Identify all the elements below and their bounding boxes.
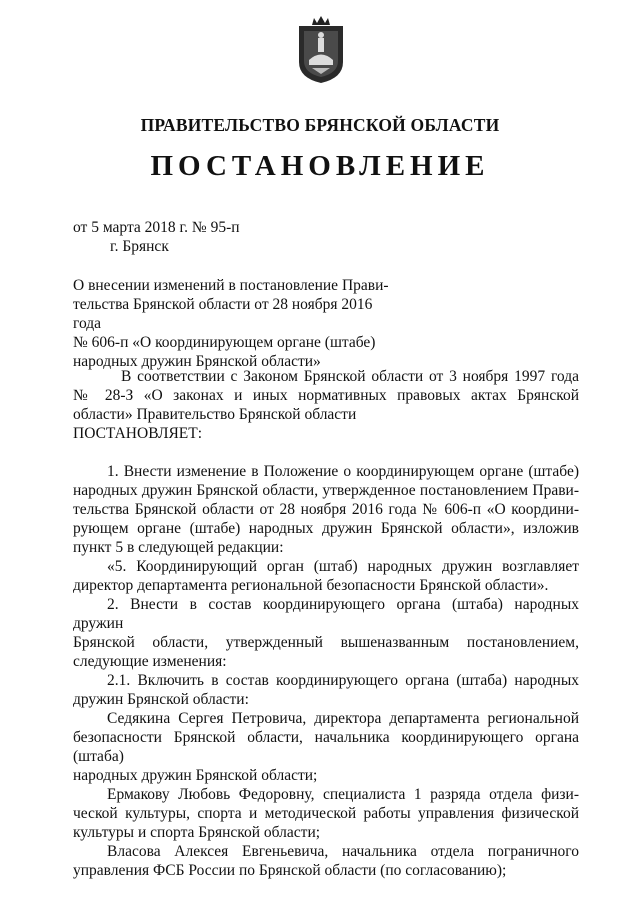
city-line: г. Брянск (110, 238, 169, 255)
coat-of-arms-emblem (296, 16, 346, 84)
organization-title: ПРАВИТЕЛЬСТВО БРЯНСКОЙ ОБЛАСТИ (140, 115, 500, 135)
body-line: дружин Брянской области: (73, 691, 249, 708)
body-line: следующие изменения: (73, 653, 227, 670)
document-body (73, 367, 579, 880)
body-line: Брянской области, утвержденный вышеназванным постановлением, (73, 634, 579, 651)
body-line: 1. Внести изменение в Положение о координирующем органе (штабе) (107, 463, 579, 480)
body-line: «5. Координирующий орган (штаб) народных дружин возглавляет (107, 558, 579, 575)
body-line: тельства Брянской области от 28 ноября 2016 года № 606-п «О координи- (73, 501, 579, 518)
resolves-keyword: ПОСТАНОВЛЯЕТ: (73, 425, 203, 442)
preamble-line: области» Правительство Брянской области (73, 406, 357, 423)
body-line: народных дружин Брянской области, утвержденное постановлением Прави- (73, 482, 579, 499)
date-number-line: от 5 марта 2018 г. № 95-п (73, 219, 240, 236)
resolution-items (73, 462, 579, 880)
body-line: Ермакову Любовь Федоровну, специалиста 1 разряда отдела физи- (107, 786, 579, 803)
paragraph-gap (73, 443, 579, 462)
subject-line: народных дружин Брянской области» (73, 353, 321, 370)
body-line: культуры и спорта Брянской области; (73, 824, 321, 841)
body-line: Власова Алексея Евгеньевича, начальника отдела пограничного (107, 843, 579, 860)
preamble-line: В соответствии с Законом Брянской области от 3 ноября 1997 года (121, 368, 579, 385)
body-line: ческой культуры, спорта и методической работы управления физической (73, 805, 579, 822)
preamble-line: № 28-З «О законах и иных нормативных правовых актах Брянской (73, 387, 579, 404)
body-line: пункт 5 в следующей редакции: (73, 539, 284, 556)
body-line: безопасности Брянской области, начальника координирующего органа (штаба) (73, 729, 579, 765)
body-line: директор департамента региональной безопасности Брянской области». (73, 577, 549, 594)
subject-line: О внесении изменений в постановление Прави- (73, 277, 389, 294)
document-meta (73, 218, 240, 256)
body-line: 2. Внести в состав координирующего органа (штаба) народных дружин (73, 596, 579, 632)
subject-line: № 606-п «О координирующем органе (штабе) (73, 334, 376, 351)
body-line: рующем органе (штабе) народных дружин Брянской области», изложив (73, 520, 579, 537)
subject-line: тельства Брянской области от 28 ноября 2016 года (73, 296, 373, 332)
body-line: Седякина Сергея Петровича, директора департамента региональной (107, 710, 579, 727)
subject-block (73, 276, 403, 371)
body-line: 2.1. Включить в состав координирующего органа (штаба) народных (107, 672, 579, 689)
body-line: управления ФСБ России по Брянской области (по согласованию); (73, 862, 507, 879)
document-type-title: ПОСТАНОВЛЕНИЕ (150, 150, 490, 182)
body-line: народных дружин Брянской области; (73, 767, 318, 784)
